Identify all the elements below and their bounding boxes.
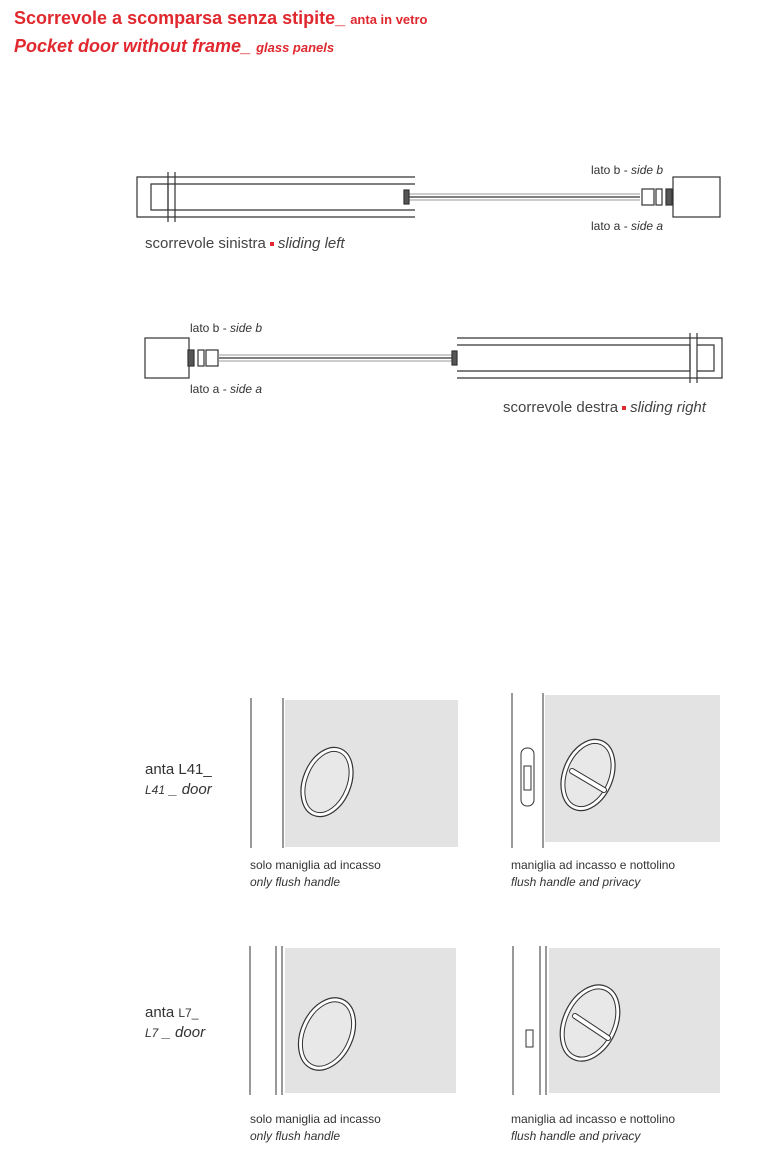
caption-en: flush handle and privacy — [511, 1129, 641, 1143]
caption-l7-flush — [250, 1111, 381, 1145]
door-l7-it-prefix: anta — [145, 1004, 175, 1021]
caption-l7-privacy — [511, 1111, 675, 1145]
door-l7-it-code: L7_ — [178, 1006, 199, 1020]
side-a-en: side a — [631, 219, 664, 233]
caption-it: maniglia ad incasso e nottolino — [511, 858, 676, 872]
title-english-sub: glass panels — [256, 40, 335, 55]
diagram-sliding-left — [137, 172, 720, 222]
caption-l41-flush — [250, 857, 381, 891]
left-diagram-side-b — [591, 163, 663, 177]
caption-en: flush handle and privacy — [511, 875, 641, 889]
caption-en: only flush handle — [250, 1129, 341, 1143]
door-l7-en: _ door — [162, 1024, 206, 1041]
bullet-separator — [270, 242, 274, 246]
side-a-it: lato a - — [190, 382, 227, 396]
side-b-en: side b — [230, 321, 263, 335]
title-italian-sub: anta in vetro — [350, 12, 428, 27]
title-english-main: Pocket door without frame_ — [14, 36, 252, 56]
right-diagram-side-a — [190, 382, 262, 396]
side-b-it: lato b - — [190, 321, 227, 335]
door-l41-en-prefix: L41 — [145, 783, 166, 797]
door-l41-en: _ door — [169, 781, 212, 798]
caption-l41-privacy — [511, 857, 675, 891]
door-label-l41 — [145, 760, 212, 800]
bullet-separator — [622, 406, 626, 410]
door-l41-it: anta L41_ — [145, 761, 212, 778]
panel-l7-privacy — [513, 946, 720, 1095]
door-l7-en-prefix: L7 — [145, 1026, 159, 1040]
panel-l41-flush — [251, 698, 458, 848]
side-a-it: lato a - — [591, 219, 628, 233]
caption-right-en: sliding right — [630, 399, 706, 416]
caption-it: solo maniglia ad incasso — [250, 1112, 381, 1126]
caption-left-it: scorrevole sinistra — [145, 235, 266, 252]
caption-sliding-left — [145, 235, 345, 252]
caption-sliding-right — [503, 399, 706, 416]
caption-left-en: sliding left — [277, 235, 345, 252]
panel-l41-privacy — [512, 693, 720, 848]
caption-it: solo maniglia ad incasso — [250, 858, 381, 872]
right-diagram-side-b — [190, 321, 262, 335]
left-diagram-side-a — [591, 219, 663, 233]
side-b-en: side b — [631, 163, 664, 177]
side-a-en: side a — [230, 382, 263, 396]
caption-it: maniglia ad incasso e nottolino — [511, 1112, 676, 1126]
caption-en: only flush handle — [250, 875, 341, 889]
side-b-it: lato b - — [591, 163, 628, 177]
title-italian-main: Scorrevole a scomparsa senza stipite_ — [14, 8, 346, 28]
caption-right-it: scorrevole destra — [503, 399, 619, 416]
door-label-l7 — [145, 1003, 205, 1043]
panel-l7-flush — [250, 946, 456, 1095]
diagram-sliding-right — [145, 333, 722, 383]
